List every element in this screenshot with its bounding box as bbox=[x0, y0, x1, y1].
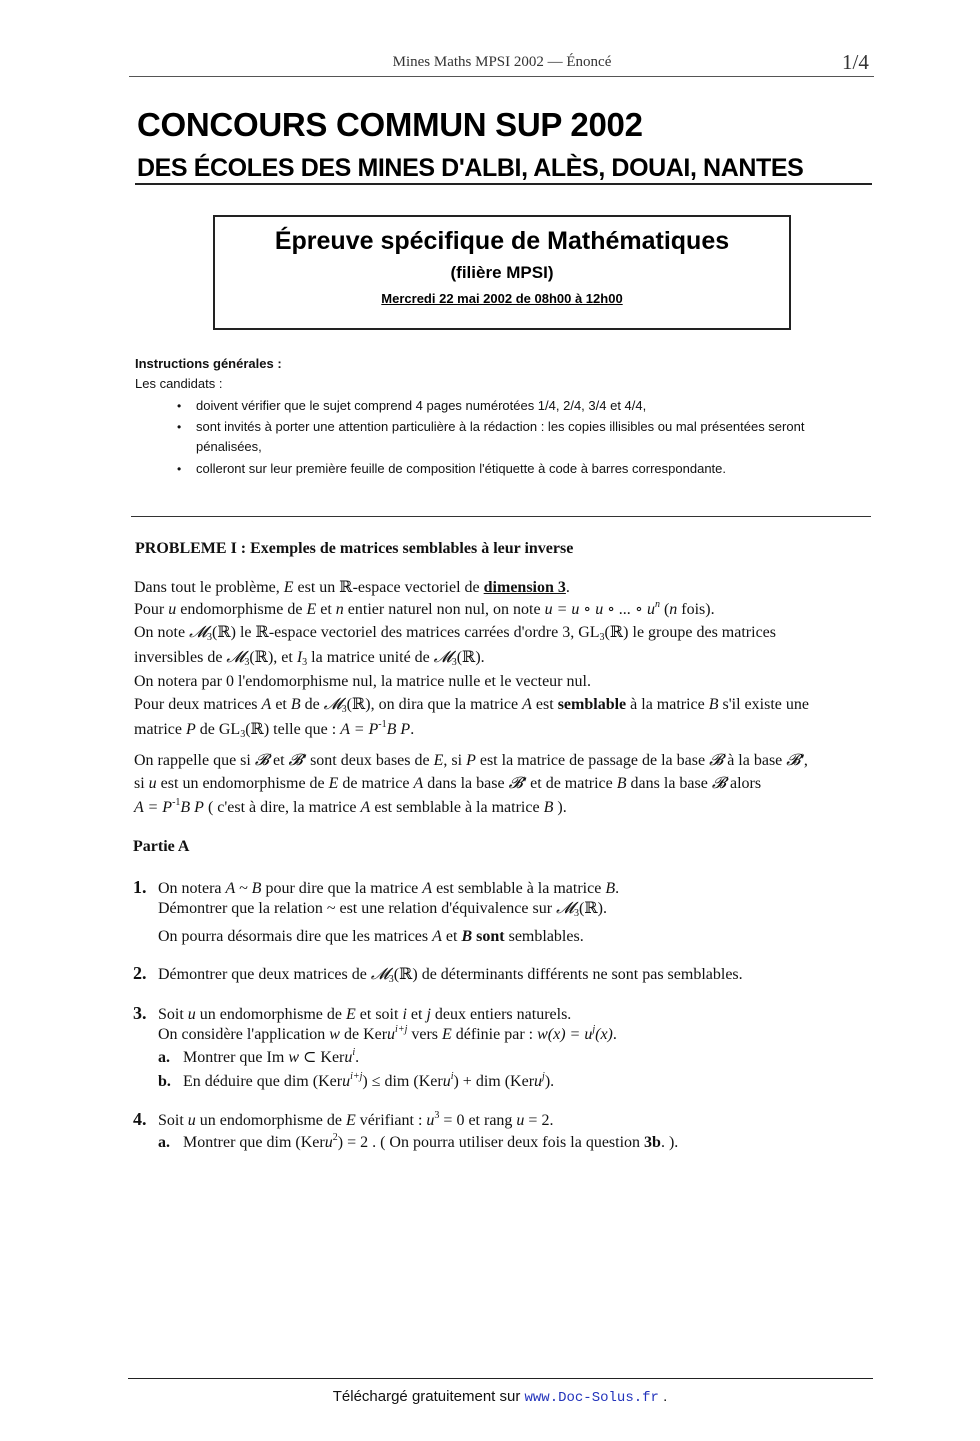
instruction-item bbox=[177, 459, 837, 479]
footer-text: Téléchargé gratuitement sur bbox=[332, 1388, 525, 1405]
intro-line-1: Dans tout le problème, E est un ℝ-espace vectoriel de dimension 3. bbox=[134, 579, 570, 596]
instructions-intro: Les candidats : bbox=[135, 376, 223, 391]
contest-title: CONCOURS COMMUN SUP 2002 bbox=[137, 106, 643, 143]
exam-date: Mercredi 22 mai 2002 de 08h00 à 12h00 bbox=[381, 291, 623, 306]
question-number: 3. bbox=[133, 1003, 147, 1023]
power-exponent: n bbox=[654, 599, 660, 610]
bullet-icon: • bbox=[177, 462, 182, 476]
footer: Téléchargé gratuitement sur www.Doc-Solus.fr . bbox=[332, 1388, 668, 1406]
q3-line-2: On considère l'application w de Keru$^{i+j}$ vers E définie par : $w(x) = u^j(x)$. bbox=[158, 1024, 617, 1043]
intro-line-9: si u est un endomorphisme de E de matrice A dans la base 𝓑' et de matrice B dans la base 𝓑 alors bbox=[134, 775, 762, 792]
q4a-text: a. Montrer que dim (Keru$^2$) = 2 . ( On pourra utiliser deux fois la question 3b. ). bbox=[158, 1132, 679, 1151]
schools-subtitle: DES ÉCOLES DES MINES D'ALBI, ALÈS, DOUAI, NANTES bbox=[137, 154, 804, 182]
instruction-text: colleront sur leur première feuille de composition l'étiquette à code à barres correspondante. bbox=[196, 461, 726, 476]
subquestion-label: b. bbox=[158, 1073, 171, 1090]
instruction-item bbox=[177, 396, 837, 416]
q2-text: 2. Démontrer que deux matrices de 𝓜$_3$(ℝ) de déterminants différents ne sont pas semblables. bbox=[133, 963, 743, 985]
exam-title: Épreuve spécifique de Mathématiques bbox=[274, 227, 730, 255]
question-number: 2. bbox=[133, 963, 147, 983]
bullet-icon: • bbox=[177, 420, 182, 434]
running-header-title: Mines Maths MPSI 2002 — Énoncé bbox=[392, 54, 612, 70]
header-rule bbox=[129, 76, 874, 77]
q3a-text: a. Montrer que Im w ⊂ Keru$^i$. bbox=[158, 1047, 360, 1066]
bullet-icon: • bbox=[177, 399, 182, 413]
q3-line-1: 3. Soit u un endomorphisme de E et soit i et j deux entiers naturels. bbox=[133, 1003, 572, 1023]
instructions-heading: Instructions générales : bbox=[135, 356, 282, 371]
question-number: 1. bbox=[133, 877, 147, 897]
intro-line-7: matrice P de $GL_3(ℝ)$ telle que : $A = P^{-1}B$ P. bbox=[134, 719, 415, 740]
instruction-item bbox=[177, 417, 837, 457]
intro-line-6: Pour deux matrices A et B de 𝓜$_3$(ℝ), on dira que la matrice A est semblable à la matrice B s'il existe une bbox=[134, 696, 809, 715]
intro-line-3: On note 𝓜$_3$(ℝ) le ℝ-espace vectoriel des matrices carrées d'ordre 3, $GL_3(ℝ)$ le groupe des matrices bbox=[134, 624, 776, 643]
subquestion-label: a. bbox=[158, 1049, 170, 1066]
intro-line-5: On notera par 0 l'endomorphisme nul, la matrice nulle et le vecteur nul. bbox=[134, 673, 591, 690]
intro-line-8: On rappelle que si 𝓑 et 𝓑' sont deux bases de E, si P est la matrice de passage de la base 𝓑 à la base 𝓑', bbox=[134, 752, 808, 769]
power-formula: u = u ∘ u ∘ ... ∘ u bbox=[544, 601, 655, 618]
q1-line-3: On pourra désormais dire que les matrices A et B sont semblables. bbox=[158, 928, 584, 945]
intro-line-4: inversibles de 𝓜$_3$(ℝ), et $I_3$ la matrice unité de 𝓜$_3$(ℝ). bbox=[134, 649, 485, 668]
exam-info-box bbox=[213, 215, 791, 330]
exam-filiere: (filière MPSI) bbox=[450, 263, 554, 282]
q1-line-2: Démontrer que la relation ~ est une relation d'équivalence sur 𝓜$_3$(ℝ). bbox=[158, 900, 607, 919]
instruction-text: sont invités à porter une attention particulière à la rédaction : les copies illisibles ou mal présentées seront pénalisées, bbox=[196, 419, 805, 454]
footer-rule bbox=[128, 1378, 873, 1379]
intro-line-10: $A = P^{-1}B$ P ( c'est à dire, la matrice A est semblable à la matrice B ). bbox=[134, 797, 567, 816]
dimension-emphasis: dimension 3 bbox=[483, 579, 566, 596]
section-separator bbox=[131, 516, 871, 517]
subquestion-label: a. bbox=[158, 1134, 170, 1151]
intro-line-2: Pour u endomorphisme de E et n entier naturel non nul, on note u = u ∘ u ∘ ... ∘ $u^n$ (n fois). bbox=[134, 599, 715, 618]
question-number: 4. bbox=[133, 1109, 147, 1129]
subtitle-rule bbox=[135, 183, 872, 185]
instruction-text: doivent vérifier que le sujet comprend 4 pages numérotées 1/4, 2/4, 3/4 et 4/4, bbox=[196, 398, 647, 413]
part-a-title: Partie A bbox=[133, 838, 190, 855]
page-number: 1/4 bbox=[842, 50, 869, 74]
q3b-text: b. En déduire que dim (Keru$^{i+j}$) ≤ dim (Keru$^i$) + dim (Keru$^j$). bbox=[158, 1071, 555, 1090]
problem-title: PROBLEME I : Exemples de matrices semblables à leur inverse bbox=[135, 540, 574, 557]
q1-line-1: 1. On notera A ~ B pour dire que la matrice A est semblable à la matrice B. bbox=[133, 877, 620, 897]
footer-link[interactable]: www.Doc-Solus.fr bbox=[524, 1390, 659, 1406]
q4-line-1: 4. Soit u un endomorphisme de E vérifiant : $u^3 = 0$ et rang u = 2. bbox=[133, 1109, 554, 1129]
